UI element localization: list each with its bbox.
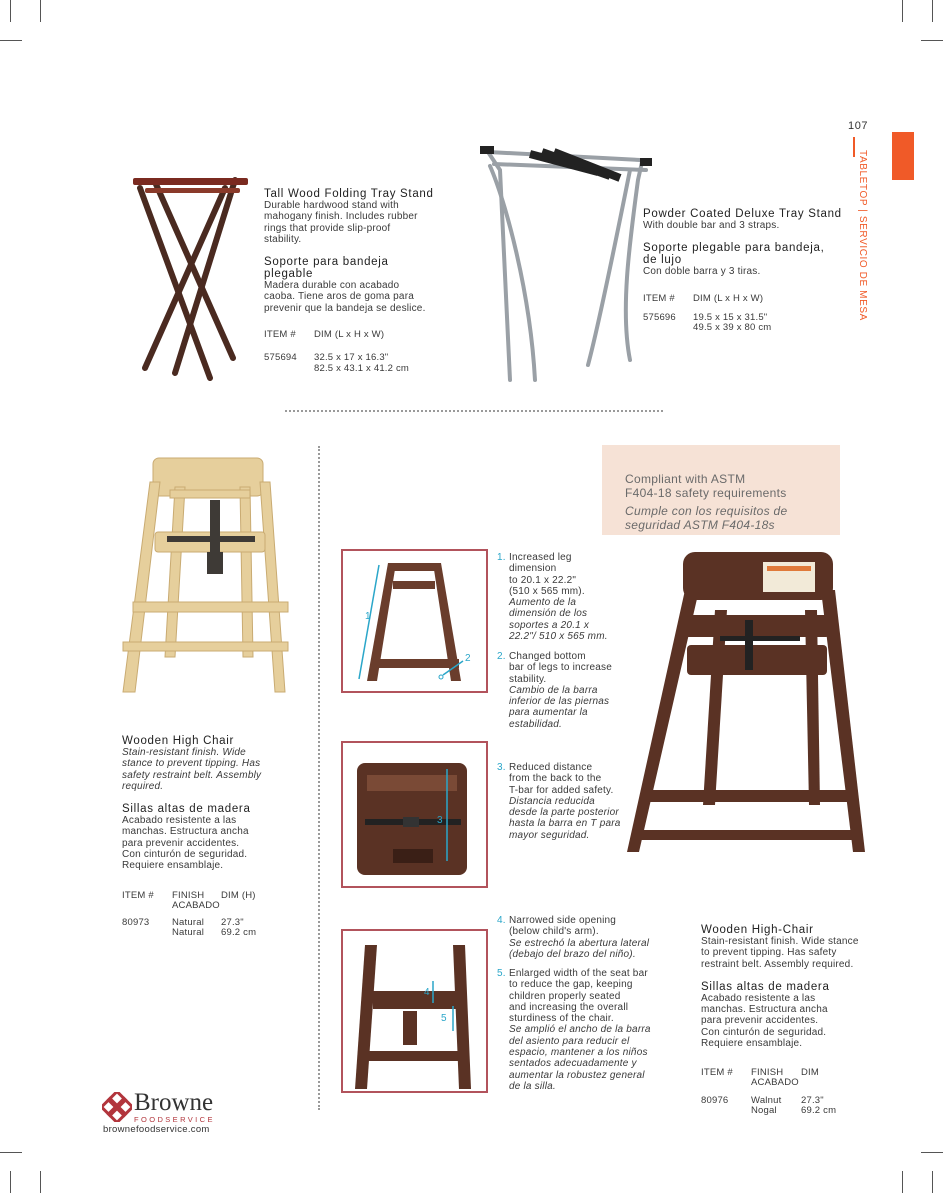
text-line: Increased leg [509, 552, 572, 563]
product-title-es [264, 256, 464, 280]
text-line: desde la parte posterior [509, 807, 619, 819]
crop-mark [902, 1171, 903, 1193]
dim-inches: 27.3" [221, 916, 244, 928]
text-line: Con cinturón de seguridad. [122, 849, 248, 861]
feature-number: 2. [497, 651, 506, 662]
brand-name: Browne [134, 1089, 214, 1116]
col-dim: DIM [801, 1067, 820, 1079]
finish-es: Nogal [751, 1105, 777, 1117]
text-line: restraint belt. Assembly required. [701, 958, 854, 970]
text-line: Aumento de la [509, 597, 577, 609]
text-line: soportes a 20.1 x [509, 619, 590, 631]
description-en [701, 936, 901, 970]
text-line: Stain-resistant finish. Wide [122, 747, 246, 758]
text-line: sturdiness of the chair. [509, 1013, 614, 1025]
deluxe-tray-stand-image [470, 140, 655, 385]
description-en: With double bar and 3 straps. [643, 220, 780, 231]
text-line: para prevenir accidentes. [701, 1015, 819, 1027]
text-line: inferior de las piernas [509, 696, 610, 708]
crop-mark [932, 1171, 933, 1193]
col-finish-es: ACABADO [751, 1077, 799, 1089]
feature-1 [497, 552, 637, 642]
callout-5: 5 [441, 1013, 447, 1024]
product-title: Powder Coated Deluxe Tray Stand [643, 208, 842, 220]
description-en [264, 200, 464, 245]
feature-3 [497, 762, 637, 841]
text-line: Cambio de la barra [509, 684, 598, 696]
text-line: Se estrechó la abertura lateral [509, 937, 650, 949]
feature-number: 4. [497, 915, 506, 926]
text-line: stance to prevent tipping. Has [122, 758, 261, 770]
wood-tray-stand-image [125, 168, 255, 383]
detail-image-legs [341, 549, 488, 693]
text-line: estabilidad. [509, 718, 562, 730]
text-line: aumentar la robustez general [509, 1069, 645, 1081]
finish-es: Natural [172, 926, 205, 938]
item-number: 575694 [264, 352, 297, 364]
deluxe-tray-stand-info [643, 208, 858, 335]
feature-5 [497, 968, 667, 1092]
spec-header [643, 294, 858, 306]
callout-4: 4 [424, 987, 430, 998]
text-line: Compliant with ASTM [625, 472, 746, 486]
crop-mark [10, 0, 11, 22]
horizontal-divider [285, 410, 663, 412]
description-en [122, 747, 312, 792]
product-title-es [643, 242, 858, 266]
text-line: Acabado resistente a las [122, 815, 237, 827]
col-item: ITEM # [643, 292, 675, 304]
col-dim: DIM (L x H x W) [693, 292, 764, 304]
text-line: F404-18 safety requirements [625, 485, 787, 500]
dim-inches: 19.5 x 15 x 31.5" [693, 311, 768, 323]
feature-2 [497, 651, 637, 730]
feature-number: 3. [497, 762, 506, 773]
section-label: TABLETOP | SERVICIO DE MESA [857, 150, 868, 321]
spec-row [264, 353, 464, 375]
text-line: dimension [509, 563, 557, 575]
item-number: 575696 [643, 311, 676, 323]
text-line: manchas. Estructura ancha [701, 1004, 828, 1016]
text-line: del asiento para reducir el [509, 1035, 630, 1047]
crop-mark [921, 1152, 943, 1153]
text-line: Con cinturón de seguridad. [701, 1026, 827, 1038]
walnut-high-chair-image [625, 550, 870, 910]
col-item: ITEM # [264, 329, 296, 341]
text-line: Distancia reducida [509, 795, 595, 807]
crop-mark [40, 0, 41, 22]
text-line: to reduce the gap, keeping [509, 979, 633, 991]
feature-number: 1. [497, 552, 506, 563]
item-number: 80976 [701, 1095, 729, 1107]
col-finish-es: ACABADO [172, 899, 220, 911]
dim-cm: 82.5 x 43.1 x 41.2 cm [314, 363, 410, 375]
feature-4 [497, 915, 667, 960]
text-line: de lujo [643, 254, 682, 267]
spec-header [264, 330, 464, 342]
spec-row [701, 1096, 901, 1118]
callout-3: 3 [437, 815, 443, 826]
text-line: required. [122, 780, 164, 792]
section-tab [892, 132, 914, 180]
text-line: Stain-resistant finish. Wide stance [701, 936, 859, 947]
compliance-text [625, 473, 835, 532]
text-line: safety restraint belt. Assembly [122, 769, 262, 781]
browne-logo-icon [102, 1092, 132, 1122]
col-dim: DIM (L x H x W) [314, 329, 385, 341]
text-line: de la silla. [509, 1080, 556, 1092]
dim-inches: 27.3" [801, 1095, 824, 1107]
spec-row [643, 313, 858, 335]
callout-1: 1 [365, 611, 371, 622]
crop-mark [0, 1152, 22, 1153]
text-line: Soporte plegable para bandeja, [643, 242, 825, 255]
text-line: and increasing the overall [509, 1001, 629, 1013]
text-line: bar of legs to increase [509, 662, 612, 674]
brand-url[interactable]: brownefoodservice.com [103, 1124, 210, 1135]
col-finish: FINISH [751, 1067, 784, 1079]
dim-cm: 49.5 x 39 x 80 cm [693, 321, 772, 333]
description-es [701, 993, 901, 1049]
detail-image-side [341, 929, 488, 1093]
detail-image-seat [341, 741, 488, 888]
text-line: Acabado resistente a las [701, 992, 816, 1004]
text-line: plegable [264, 268, 314, 281]
text-line: mayor seguridad. [509, 829, 590, 841]
text-line: Requiere ensamblaje. [122, 860, 224, 872]
text-line: prevenir que la bandeja se deslice. [264, 302, 426, 314]
description-es [122, 815, 312, 871]
text-line: 22.2"/ 510 x 565 mm. [509, 631, 608, 643]
product-title-es: Sillas altas de madera [701, 980, 830, 993]
crop-mark [0, 40, 22, 41]
text-line: children properly seated [509, 990, 621, 1002]
text-line: dimensión de los [509, 608, 588, 620]
text-line: para prevenir accidentes. [122, 837, 240, 849]
text-line: para aumentar la [509, 707, 588, 719]
item-number: 80973 [122, 916, 150, 928]
text-line: to 20.1 x 22.2" [509, 574, 577, 586]
description-es [264, 280, 464, 314]
text-line: T-bar for added safety. [509, 784, 614, 796]
text-line: Changed bottom [509, 651, 586, 662]
text-line: manchas. Estructura ancha [122, 826, 249, 838]
text-line: rings that provide slip-proof [264, 222, 391, 234]
col-dim: DIM (H) [221, 889, 256, 901]
crop-mark [40, 1171, 41, 1193]
text-line: espacio, mantener a los niños [509, 1047, 648, 1059]
vertical-divider [318, 446, 320, 1110]
text-line: Reduced distance [509, 762, 593, 773]
product-title: Tall Wood Folding Tray Stand [264, 188, 434, 200]
dim-inches: 32.5 x 17 x 16.3" [314, 352, 389, 364]
feature-number: 5. [497, 968, 506, 979]
product-title: Wooden High Chair [122, 735, 235, 747]
text-line: Soporte para bandeja [264, 256, 389, 269]
text-line: to prevent tipping. Has safety [701, 947, 837, 959]
text-line: seguridad ASTM F404-18s [625, 517, 775, 532]
spec-row [122, 918, 312, 940]
text-line: Madera durable con acabado [264, 280, 400, 292]
page-number: 107 [848, 120, 869, 132]
text-line: from the back to the [509, 773, 602, 785]
text-line: (below child's arm). [509, 926, 599, 938]
text-line: mahogany finish. Includes rubber [264, 211, 418, 223]
finish-en: Natural [172, 916, 205, 928]
text-line: Narrowed side opening [509, 915, 617, 926]
wood-tray-stand-info [264, 188, 464, 375]
callout-2: 2 [465, 653, 471, 664]
col-finish: FINISH [172, 889, 205, 901]
dim-cm: 69.2 cm [221, 926, 257, 938]
crop-mark [932, 0, 933, 22]
text-line: (debajo del brazo del niño). [509, 948, 636, 960]
walnut-high-chair-info [701, 924, 901, 1118]
text-line: Requiere ensamblaje. [701, 1038, 803, 1050]
col-item: ITEM # [122, 889, 154, 901]
brand-sub: FOODSERVICE [134, 1115, 215, 1124]
text-line: Enlarged width of the seat bar [509, 968, 648, 979]
spec-header [701, 1068, 901, 1090]
crop-mark [921, 40, 943, 41]
text-line: caoba. Tiene aros de goma para [264, 291, 414, 303]
crop-mark [10, 1171, 11, 1193]
text-line: stability. [264, 233, 302, 245]
page-number-rule [853, 137, 855, 157]
text-line: sentados adecuadamente y [509, 1058, 637, 1070]
text-line: (510 x 565 mm). [509, 585, 585, 597]
text-line: Se amplió el ancho de la barra [509, 1024, 651, 1036]
natural-high-chair-image [115, 452, 300, 710]
text-line: stability. [509, 673, 547, 685]
text-line: Cumple con los requisitos de [625, 504, 788, 518]
product-title: Wooden High-Chair [701, 924, 814, 936]
natural-high-chair-info [122, 735, 312, 940]
text-line: hasta la barra en T para [509, 818, 621, 830]
product-title-es: Sillas altas de madera [122, 803, 251, 816]
finish-en: Walnut [751, 1095, 782, 1107]
description-es: Con doble barra y 3 tiras. [643, 266, 761, 278]
text-line: Durable hardwood stand with [264, 200, 399, 211]
dim-cm: 69.2 cm [801, 1105, 837, 1117]
col-item: ITEM # [701, 1067, 733, 1079]
spec-header [122, 891, 312, 913]
crop-mark [902, 0, 903, 22]
